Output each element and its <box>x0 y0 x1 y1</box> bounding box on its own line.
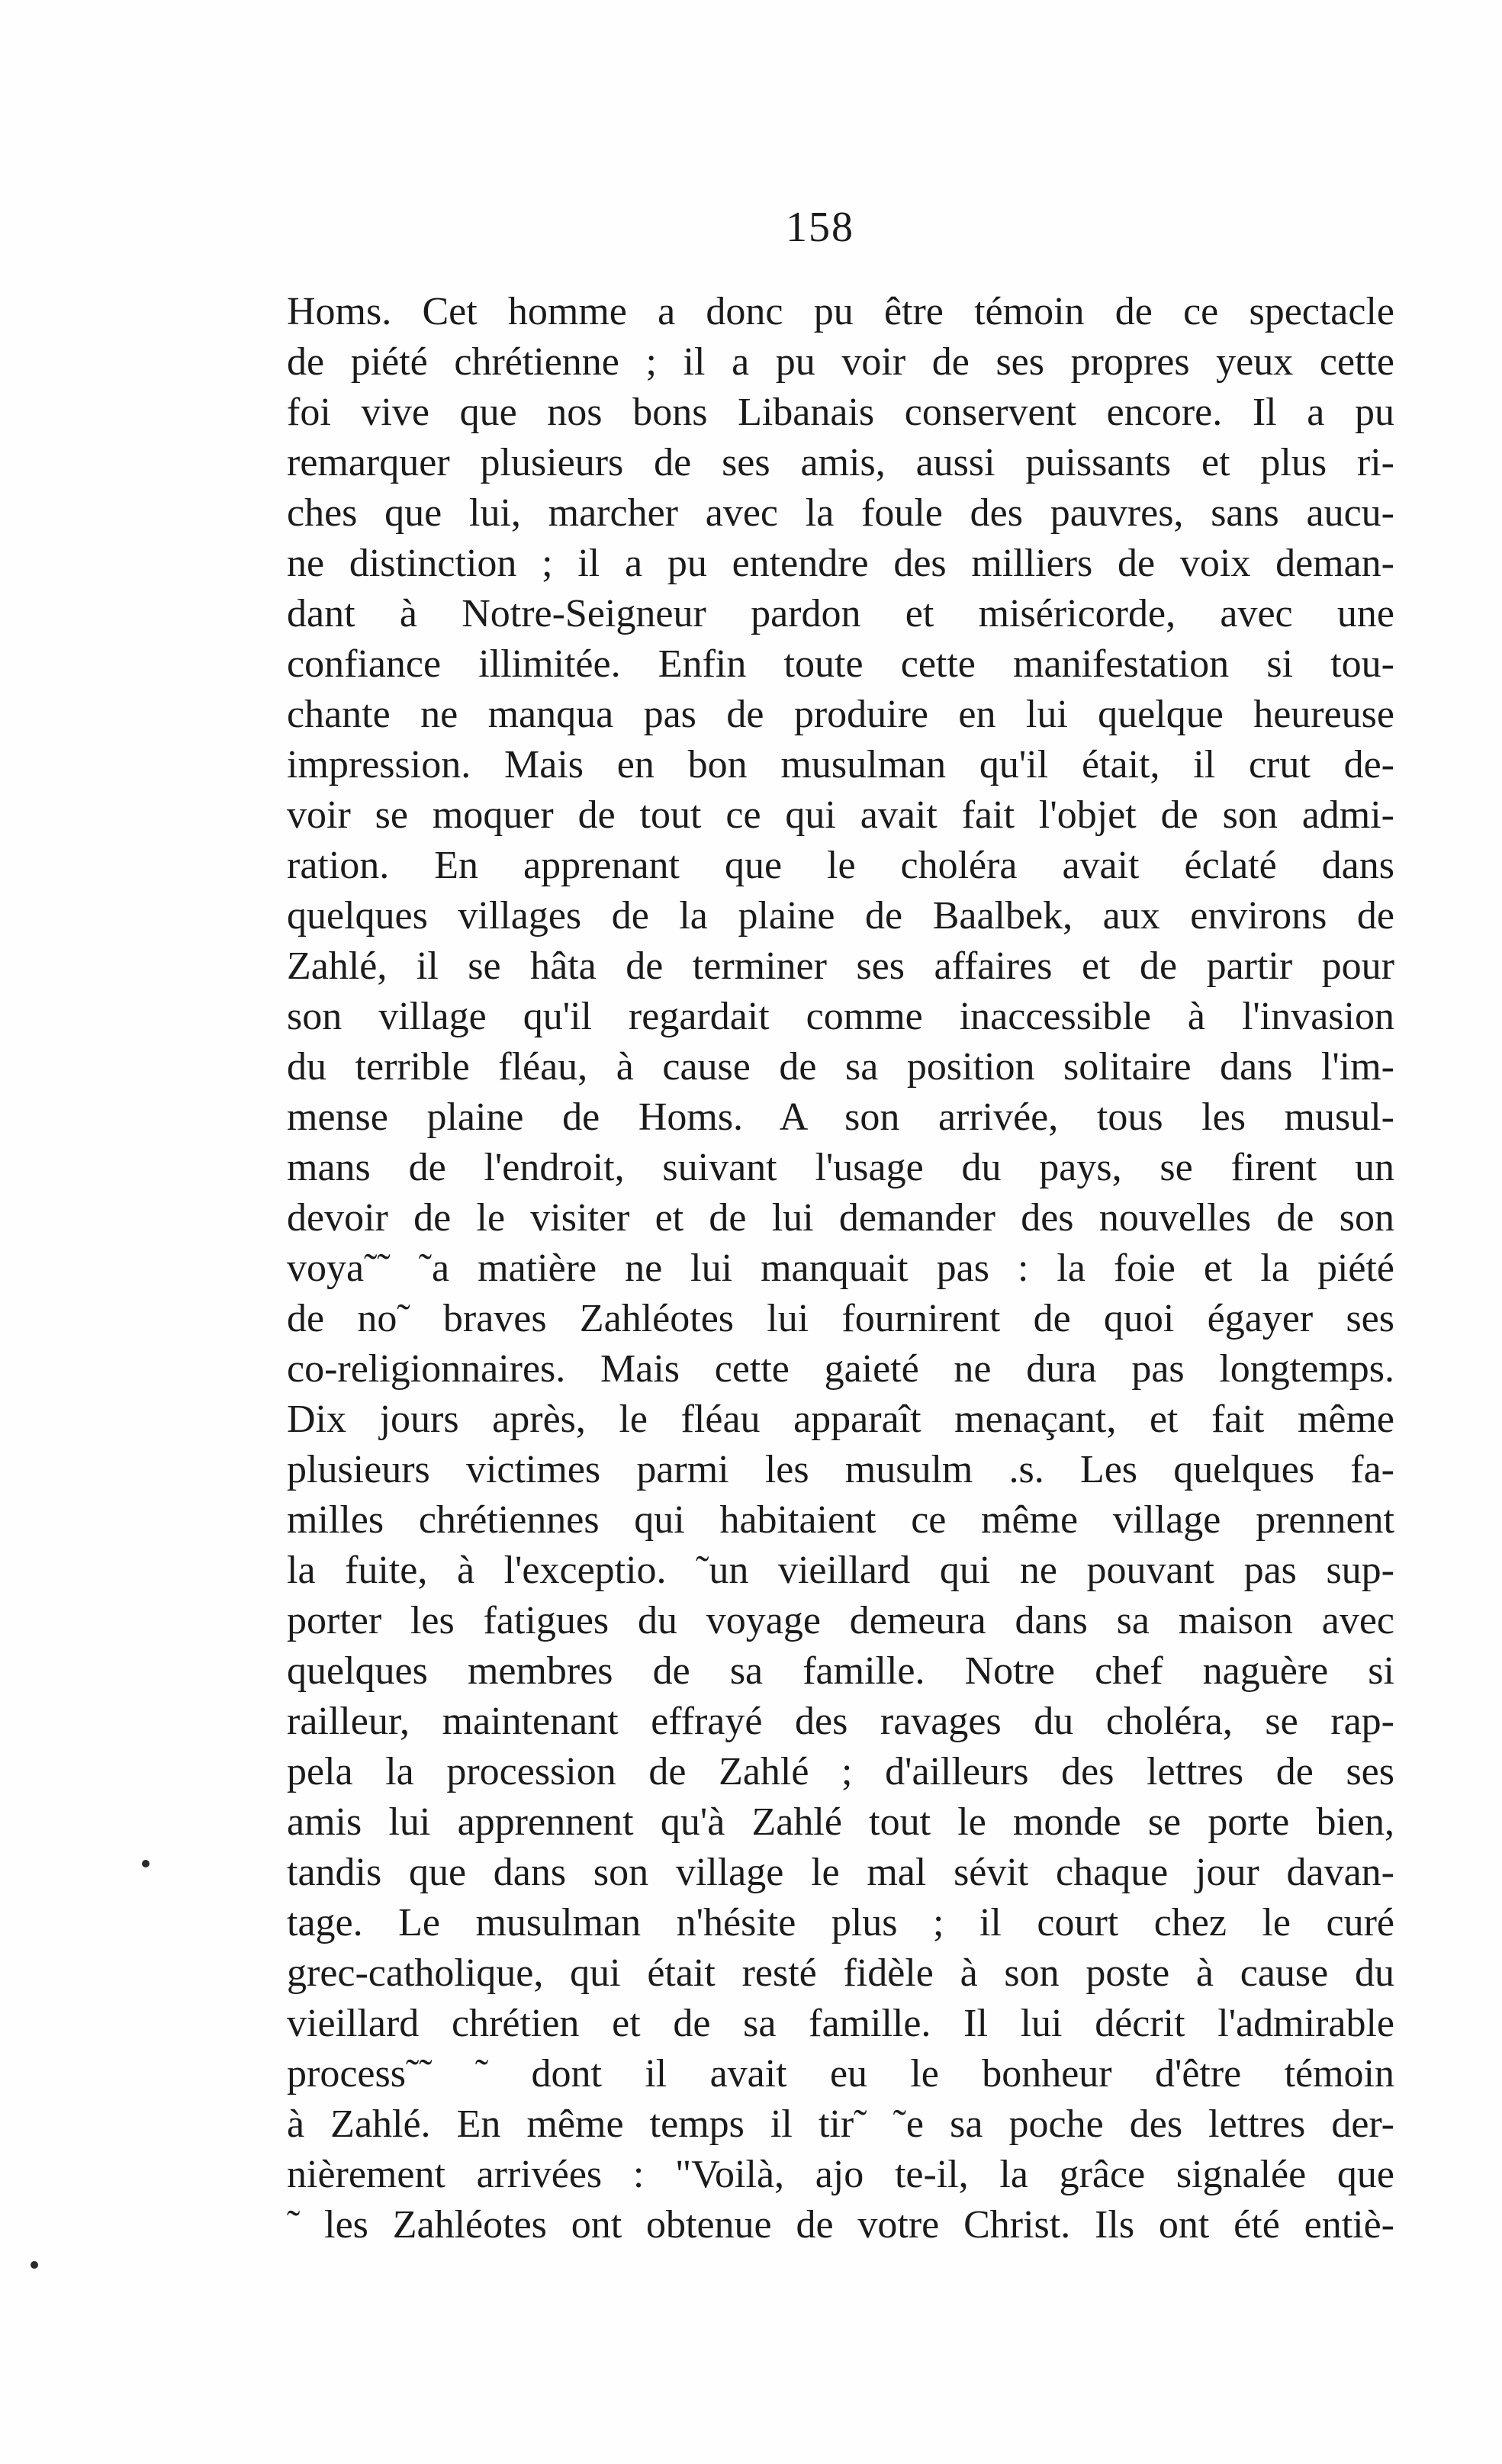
text-line: son village qu'il regardait comme inaccessible à l'invasion <box>287 995 1394 1038</box>
margin-dot <box>142 1860 150 1867</box>
text-line: impression. Mais en bon musulman qu'il était, il crut de- <box>287 743 1394 786</box>
text-line: à Zahlé. En même temps il tir˜ ˜e sa poche des lettres der- <box>287 2102 1394 2146</box>
text-line: ration. En apprenant que le choléra avait éclaté dans <box>287 844 1394 887</box>
text-line: la fuite, à l'exceptio. ˜un vieillard qui ne pouvant pas sup- <box>287 1549 1394 1592</box>
body-text <box>287 287 1394 2250</box>
text-line: voya˜˜ ˜a matière ne lui manquait pas : la foie et la piété <box>287 1246 1394 1290</box>
text-line: voir se moquer de tout ce qui avait fait l'objet de son admi- <box>287 793 1394 837</box>
text-line: vieillard chrétien et de sa famille. Il lui décrit l'admirable <box>287 2002 1394 2045</box>
text-line: grec-catholique, qui était resté fidèle à son poste à cause du <box>287 1951 1394 1995</box>
text-line: ne distinction ; il a pu entendre des milliers de voix deman- <box>287 542 1394 585</box>
text-line: porter les fatigues du voyage demeura dans sa maison avec <box>287 1599 1394 1642</box>
text-line: nièrement arrivées : "Voilà, ajo te-il, la grâce signalée que <box>287 2153 1394 2196</box>
text-line: milles chrétiennes qui habitaient ce même village prennent <box>287 1498 1394 1542</box>
margin-dot <box>31 2261 38 2269</box>
text-line: pela la procession de Zahlé ; d'ailleurs des lettres de ses <box>287 1750 1394 1793</box>
text-line: ches que lui, marcher avec la foule des pauvres, sans aucu- <box>287 491 1394 535</box>
text-line: de no˜ braves Zahléotes lui fournirent de quoi égayer ses <box>287 1297 1394 1340</box>
text-line: process˜˜ ˜ dont il avait eu le bonheur d'être témoin <box>287 2052 1394 2096</box>
text-line: de piété chrétienne ; il a pu voir de ses propres yeux cette <box>287 340 1394 384</box>
text-line: quelques membres de sa famille. Notre chef naguère si <box>287 1649 1394 1693</box>
page-number: 158 <box>786 204 854 251</box>
text-line: co-religionnaires. Mais cette gaieté ne dura pas longtemps. <box>287 1347 1394 1391</box>
text-line: chante ne manqua pas de produire en lui quelque heureuse <box>287 693 1394 736</box>
text-line: foi vive que nos bons Libanais conservent encore. Il a pu <box>287 391 1394 434</box>
text-line: remarquer plusieurs de ses amis, aussi puissants et plus ri- <box>287 441 1394 484</box>
text-line: devoir de le visiter et de lui demander des nouvelles de son <box>287 1196 1394 1240</box>
text-line: tandis que dans son village le mal sévit chaque jour davan- <box>287 1851 1394 1894</box>
text-line: mense plaine de Homs. A son arrivée, tous les musul- <box>287 1095 1394 1139</box>
text-line: tage. Le musulman n'hésite plus ; il court chez le curé <box>287 1901 1394 1945</box>
text-line: plusieurs victimes parmi les musulm .s. Les quelques fa- <box>287 1448 1394 1491</box>
text-line: Zahlé, il se hâta de terminer ses affaires et de partir pour <box>287 944 1394 988</box>
text-line: amis lui apprennent qu'à Zahlé tout le monde se porte bien, <box>287 1800 1394 1844</box>
text-line: confiance illimitée. Enfin toute cette manifestation si tou- <box>287 642 1394 686</box>
text-line: ˜ les Zahléotes ont obtenue de votre Christ. Ils ont été entiè- <box>287 2203 1394 2247</box>
text-line: railleur, maintenant effrayé des ravages du choléra, se rap- <box>287 1700 1394 1743</box>
text-line: Homs. Cet homme a donc pu être témoin de ce spectacle <box>287 290 1394 333</box>
text-line: quelques villages de la plaine de Baalbek, aux environs de <box>287 894 1394 938</box>
text-line: mans de l'endroit, suivant l'usage du pays, se firent un <box>287 1146 1394 1189</box>
text-line: dant à Notre-Seigneur pardon et miséricorde, avec une <box>287 592 1394 635</box>
text-line: Dix jours après, le fléau apparaît menaçant, et fait même <box>287 1398 1394 1441</box>
text-line: du terrible fléau, à cause de sa position solitaire dans l'im- <box>287 1045 1394 1089</box>
